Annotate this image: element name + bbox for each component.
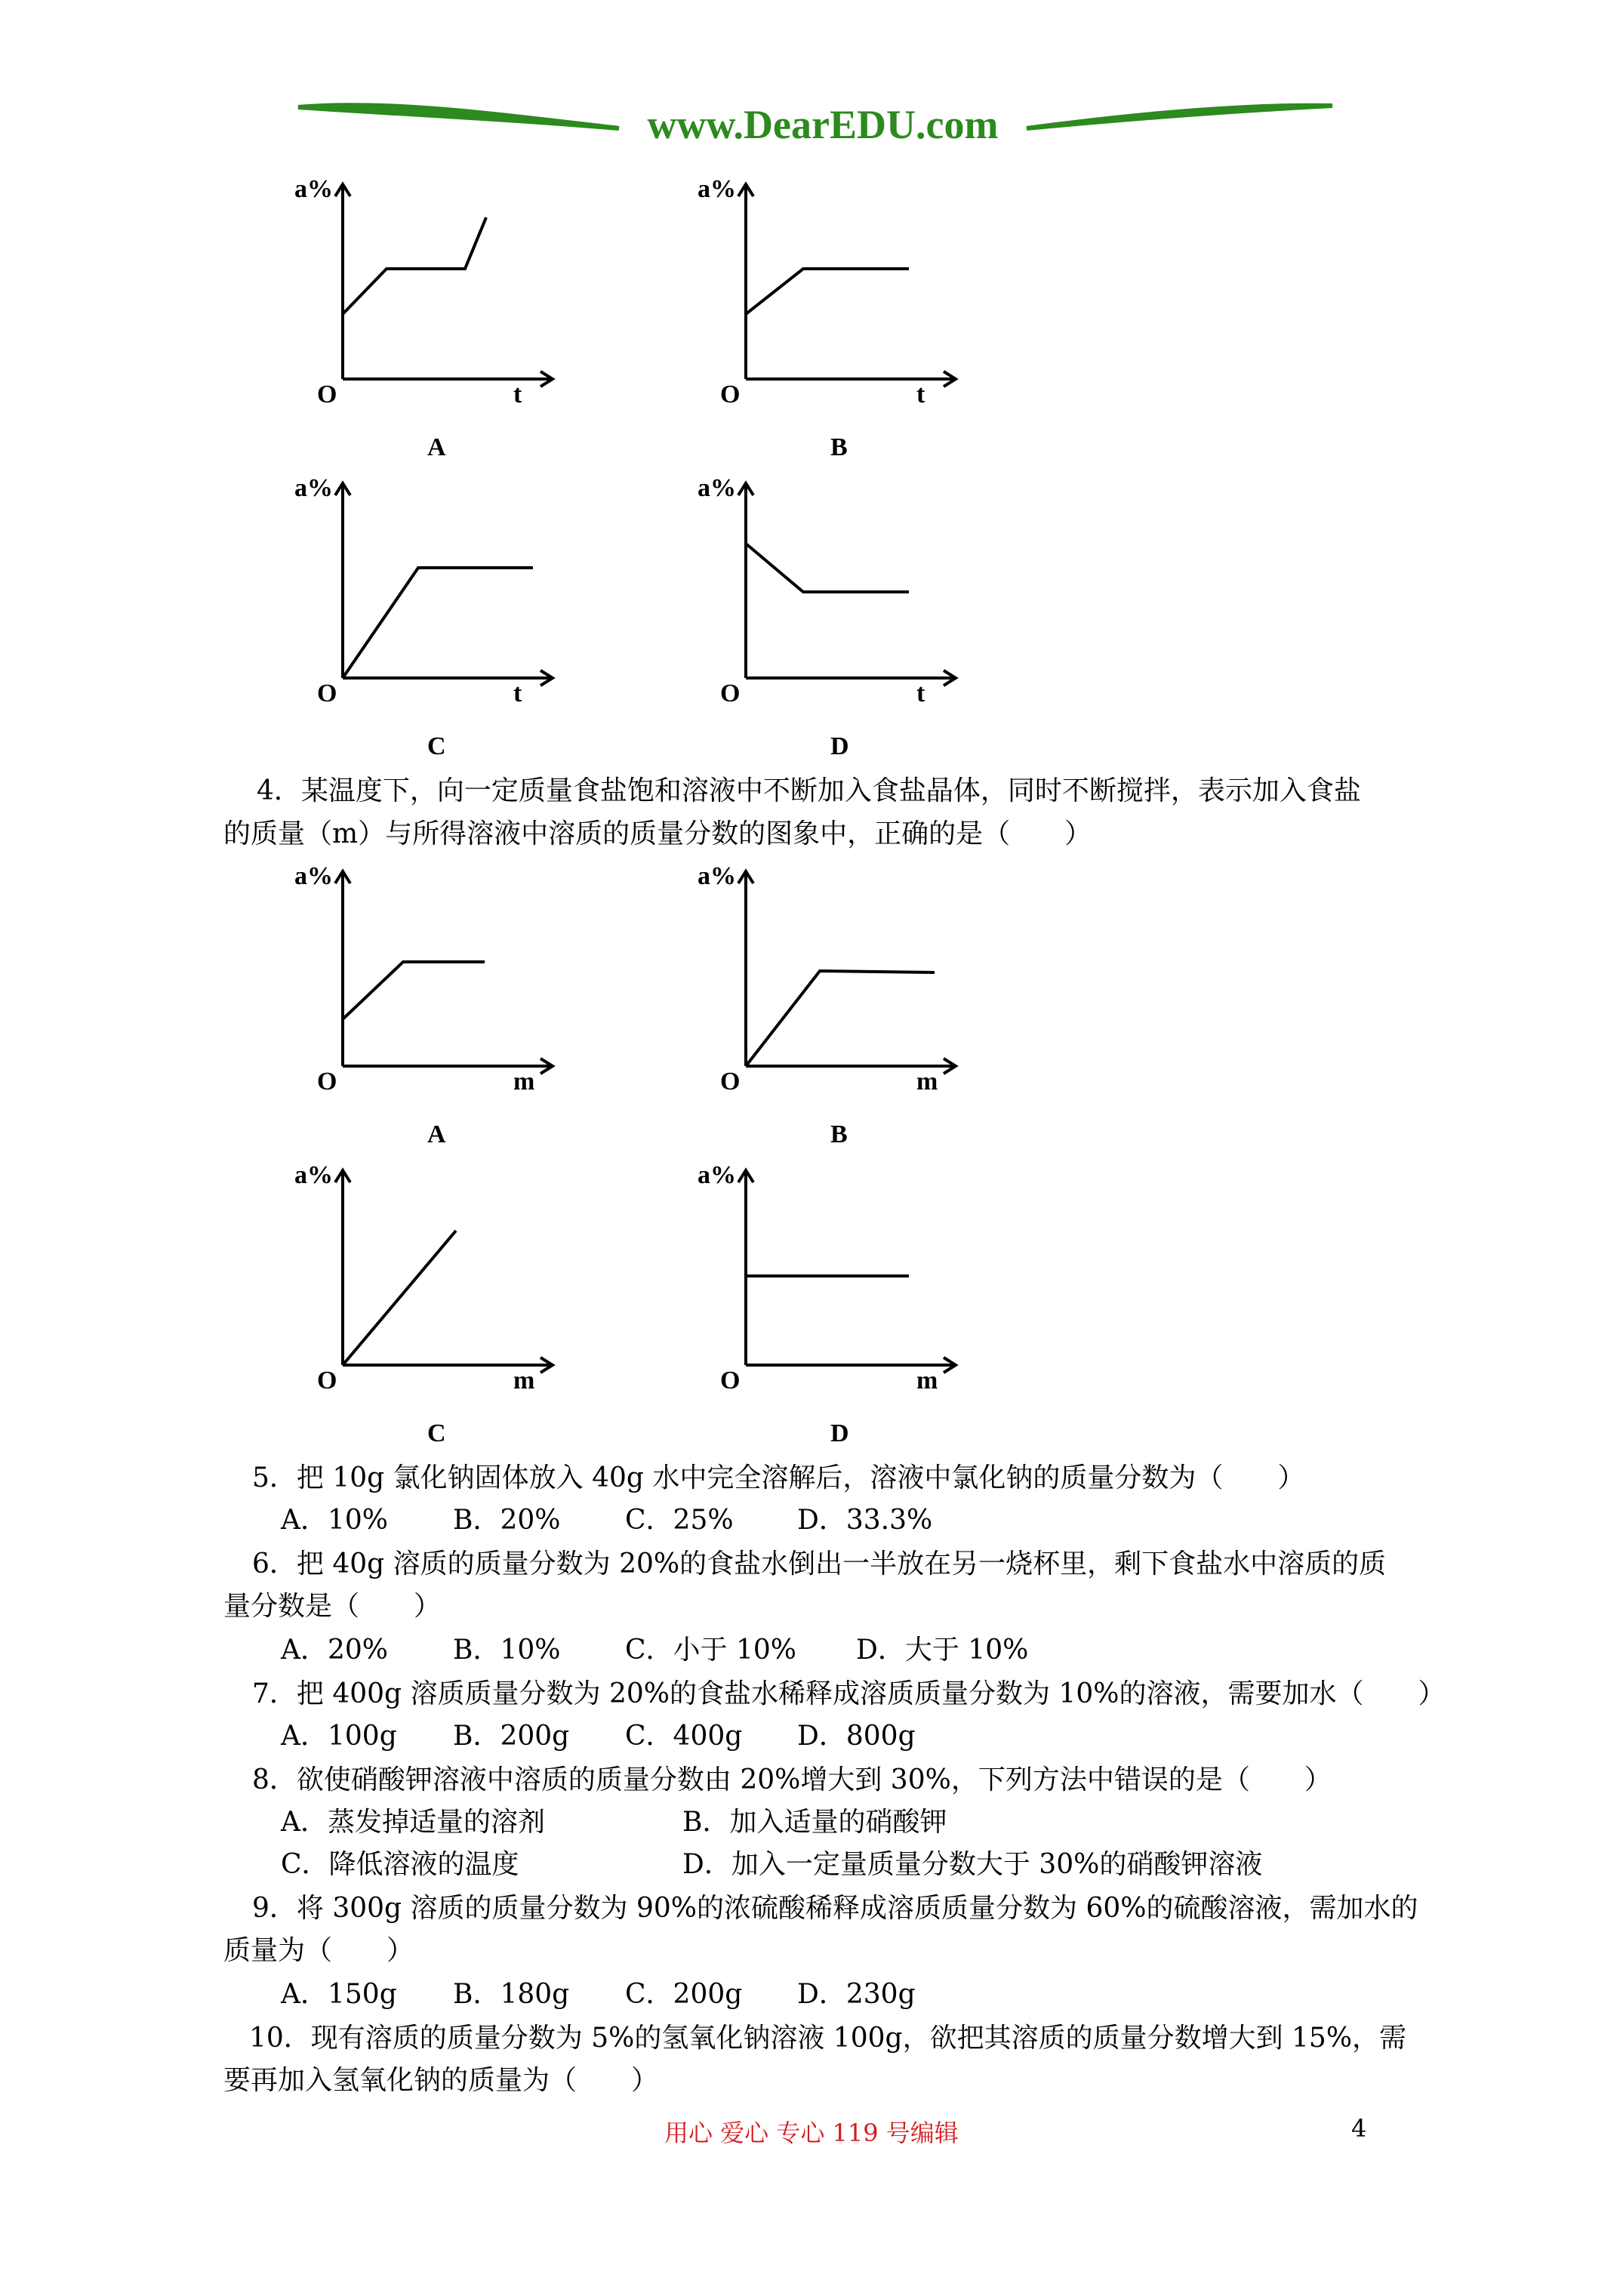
origin-label: O — [317, 680, 337, 707]
q8-choice-a: A．蒸发掉适量的溶剂 — [281, 1807, 545, 1838]
q9-choice-c: C．200g — [625, 1979, 743, 2010]
y-axis-label: a% — [698, 474, 736, 502]
origin-label: O — [720, 1068, 741, 1096]
y-axis-label: a% — [698, 1161, 736, 1189]
q9-stem-line-1: 9．将 300g 溶质的质量分数为 90%的浓硫酸稀释成溶质质量分数为 60%的硫酸溶液，需加水的 — [252, 1893, 1418, 1924]
x-axis-label: m — [513, 1068, 535, 1096]
q9-stem-line-2: 质量为（ ） — [223, 1935, 414, 1966]
q9-choice-a: A．150g — [281, 1979, 397, 2010]
graph-q3-d — [698, 474, 1030, 731]
graph-plot — [698, 474, 1030, 731]
q4-stem-line-1: 4．某温度下，向一定质量食盐饱和溶液中不断加入食盐晶体，同时不断搅拌，表示加入食盐 — [257, 775, 1361, 806]
graph-q4-b — [698, 862, 1030, 1119]
origin-label: O — [720, 680, 741, 707]
x-axis-label: t — [513, 381, 522, 408]
page-number: 4 — [1351, 2114, 1367, 2143]
x-axis-label: m — [513, 1367, 535, 1395]
option-label-a: A — [427, 433, 446, 461]
origin-label: O — [317, 1367, 337, 1395]
q8-stem: 8．欲使硝酸钾溶液中溶质的质量分数由 20%增大到 30%，下列方法中错误的是（ ） — [252, 1764, 1332, 1795]
graph-plot — [698, 1161, 1030, 1418]
y-axis-label: a% — [294, 862, 333, 890]
option-label-b: B — [830, 1120, 848, 1148]
graph-plot — [698, 175, 1030, 432]
option-label-d: D — [830, 1419, 849, 1447]
footer-text: 用心 爱心 专心 119 号编辑 — [664, 2119, 959, 2147]
graph-q3-b — [698, 175, 1030, 432]
origin-label: O — [317, 1068, 337, 1096]
y-axis-label: a% — [294, 474, 333, 502]
q6-choice-d: D．大于 10% — [856, 1635, 1029, 1666]
option-label-d: D — [830, 732, 849, 760]
q6-choice-c: C．小于 10% — [625, 1635, 797, 1666]
q5-choice-c: C．25% — [625, 1505, 734, 1536]
header-banner — [294, 91, 1336, 159]
x-axis-label: t — [513, 680, 522, 707]
y-axis-label: a% — [294, 1161, 333, 1189]
option-label-c: C — [427, 732, 446, 760]
q7-choice-c: C．400g — [625, 1721, 743, 1752]
site-name: www.DearEDU.com — [647, 102, 999, 147]
q10-stem-line-2: 要再加入氢氧化钠的质量为（ ） — [223, 2065, 659, 2096]
graph-q3-c — [294, 474, 627, 731]
graph-q4-c — [294, 1161, 627, 1418]
graph-plot — [294, 175, 627, 432]
q7-choice-b: B．200g — [453, 1721, 570, 1752]
graph-q4-a — [294, 862, 627, 1119]
q9-choice-d: D．230g — [797, 1979, 916, 2010]
q6-choice-a: A．20% — [281, 1635, 389, 1666]
graph-plot — [294, 862, 627, 1119]
graph-q3-a — [294, 175, 627, 432]
origin-label: O — [720, 1367, 741, 1395]
q4-stem-line-2: 的质量（m）与所得溶液中溶质的质量分数的图象中，正确的是（ ） — [223, 818, 1092, 849]
y-axis-label: a% — [698, 862, 736, 890]
x-axis-label: m — [916, 1367, 938, 1395]
x-axis-label: t — [916, 381, 925, 408]
q8-choice-c: C．降低溶液的温度 — [281, 1849, 519, 1880]
q8-choice-b: B．加入适量的硝酸钾 — [682, 1807, 947, 1838]
q7-choice-d: D．800g — [797, 1721, 916, 1752]
q10-stem-line-1: 10．现有溶质的质量分数为 5%的氢氧化钠溶液 100g，欲把其溶质的质量分数增大到 15%，需 — [249, 2023, 1407, 2054]
q6-stem-line-1: 6．把 40g 溶质的质量分数为 20%的食盐水倒出一半放在另一烧杯里，剩下食盐水中溶质的质 — [252, 1549, 1387, 1579]
q5-choice-d: D．33.3% — [797, 1505, 933, 1536]
y-axis-label: a% — [698, 175, 736, 203]
graph-plot — [294, 474, 627, 731]
graph-q4-d — [698, 1161, 1030, 1418]
graph-plot — [698, 862, 1030, 1119]
x-axis-label: m — [916, 1068, 938, 1096]
q5-stem: 5．把 10g 氯化钠固体放入 40g 水中完全溶解后，溶液中氯化钠的质量分数为（ ） — [252, 1462, 1305, 1493]
q5-choice-b: B．20% — [453, 1505, 561, 1536]
y-axis-label: a% — [294, 175, 333, 203]
option-label-c: C — [427, 1419, 446, 1447]
origin-label: O — [720, 381, 741, 408]
q8-choice-d: D．加入一定量质量分数大于 30%的硝酸钾溶液 — [682, 1849, 1263, 1880]
origin-label: O — [317, 381, 337, 408]
q6-stem-line-2: 量分数是（ ） — [223, 1591, 442, 1622]
option-label-a: A — [427, 1120, 446, 1148]
x-axis-label: t — [916, 680, 925, 707]
q7-stem: 7．把 400g 溶质质量分数为 20%的食盐水稀释成溶质质量分数为 10%的溶液，需要加水（ ） — [252, 1678, 1446, 1709]
q5-choice-a: A．10% — [281, 1505, 389, 1536]
option-label-b: B — [830, 433, 848, 461]
q9-choice-b: B．180g — [453, 1979, 570, 2010]
q7-choice-a: A．100g — [281, 1721, 397, 1752]
q6-choice-b: B．10% — [453, 1635, 561, 1666]
graph-plot — [294, 1161, 627, 1418]
